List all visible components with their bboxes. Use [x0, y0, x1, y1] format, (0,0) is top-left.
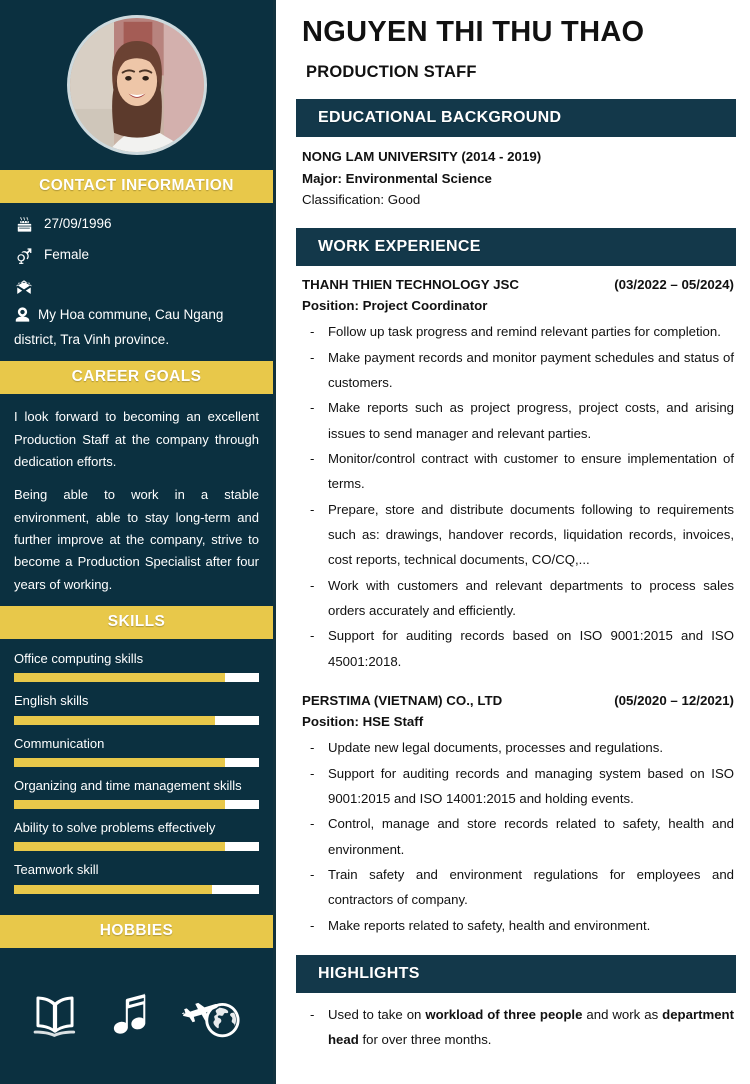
job-bullet-list [306, 319, 734, 674]
job-dates: (05/2020 – 12/2021) [614, 692, 734, 708]
bullet-item: - Monitor/control contract with customer to ensure implementation of terms. [306, 446, 734, 497]
job-company: PERSTIMA (VIETNAM) CO., LTD [302, 692, 503, 708]
job-entry [302, 275, 734, 674]
photo-container [0, 0, 273, 170]
skill-progress-fill [14, 758, 225, 767]
job-header [302, 691, 734, 712]
job-position: Position: HSE Staff [302, 713, 424, 729]
main-content [276, 0, 750, 1084]
skill-progress-fill [14, 673, 225, 682]
skill-label: Organizing and time management skills [14, 777, 242, 793]
career-goal-paragraph: I look forward to becoming an excellent Production Staff at the company through dedication efforts. [14, 409, 259, 469]
skill-progress-bar [14, 885, 259, 894]
career-goals-section-title: CAREER GOALS [0, 361, 273, 394]
job-header [302, 275, 734, 296]
skill-progress-bar [14, 842, 259, 851]
skill-progress-fill [14, 842, 225, 851]
bullet-item: - Update new legal documents, processes and regulations. [306, 735, 734, 760]
skills-section-title: SKILLS [0, 606, 273, 639]
birthday-cake-icon [14, 215, 34, 233]
education-school: NONG LAM UNIVERSITY (2014 - 2019) [302, 149, 542, 165]
airplane-globe-icon [182, 991, 244, 1039]
bullet-item: - Make reports such as project progress, project costs, and arising issues to send manager and relevant parties. [306, 395, 734, 446]
skill-label: English skills [14, 693, 89, 709]
education-classification: Classification: Good [302, 192, 421, 208]
sidebar [0, 0, 276, 1084]
music-note-icon [110, 992, 152, 1038]
skill-item [14, 862, 259, 893]
skills-section [0, 639, 273, 915]
work-experience-section [296, 266, 736, 938]
hobbies-section [0, 948, 273, 1084]
work-experience-section-title: WORK EXPERIENCE [296, 228, 736, 266]
career-goal-paragraph: Being able to work in a stable environment, able to stay long-term and further improve at the company, strive to become a Production Specialist after four years of working. [14, 487, 259, 592]
highlights-section [296, 993, 736, 1053]
highlights-bullet-list [306, 1002, 734, 1053]
envelope-icon [14, 277, 34, 296]
avatar [67, 15, 207, 155]
skill-progress-fill [14, 885, 212, 894]
contact-section [0, 203, 273, 361]
job-company: THANH THIEN TECHNOLOGY JSC [302, 276, 519, 292]
contact-section-title: CONTACT INFORMATION [0, 170, 273, 203]
bullet-item: - Prepare, store and distribute documents following to requirements such as: drawings, handover records, liquidation records, invoices, cost reports, technical documents, CO/CQ,... [306, 497, 734, 573]
contact-value-birthday: 27/09/1996 [44, 216, 112, 231]
career-goals-section [0, 394, 273, 606]
bullet-text: for over three months. [358, 1032, 492, 1048]
bullet-text: Used to take on [328, 1006, 426, 1022]
contact-value-gender: Female [44, 247, 90, 263]
job-bullet-list [306, 735, 734, 938]
skill-progress-fill [14, 716, 215, 725]
skill-label: Office computing skills [14, 651, 144, 667]
skill-item [14, 651, 259, 682]
skill-progress-bar [14, 800, 259, 809]
skill-label: Teamwork skill [14, 862, 99, 878]
job-spacer [302, 674, 734, 691]
job-entry [302, 691, 734, 938]
skill-progress-bar [14, 673, 259, 682]
bullet-item: - Support for auditing records and managing system based on ISO 9001:2015 and ISO 14001:2015 and holding events. [306, 761, 734, 812]
bullet-item: - Make reports related to safety, health and environment. [306, 913, 734, 938]
job-dates: (03/2022 – 05/2024) [614, 276, 734, 292]
contact-value-address: My Hoa commune, Cau Ngang district, Tra Vinh province. [14, 307, 224, 348]
education-section-title: EDUCATIONAL BACKGROUND [296, 99, 736, 137]
skill-progress-fill [14, 800, 225, 809]
bullet-item: - Work with customers and relevant departments to process sales orders accurately and efficiently. [306, 573, 734, 624]
skill-label: Communication [14, 735, 105, 751]
bullet-item [306, 1002, 734, 1053]
bullet-item: - Train safety and environment regulations for employees and contractors of company. [306, 862, 734, 913]
job-title: PRODUCTION STAFF [306, 63, 477, 82]
skill-progress-bar [14, 758, 259, 767]
skill-label: Ability to solve problems effectively [14, 820, 216, 836]
job-position: Position: Project Coordinator [302, 297, 488, 313]
contact-item-birthday [14, 215, 259, 233]
skill-item [14, 778, 259, 809]
bullet-text: and work as [582, 1006, 663, 1022]
bullet-item: - Support for auditing records based on ISO 9001:2015 and ISO 45001:2018. [306, 623, 734, 674]
open-book-icon [29, 993, 81, 1037]
bullet-item: - Make payment records and monitor payment schedules and status of customers. [306, 345, 734, 396]
education-section [296, 137, 736, 211]
education-major: Major: Environmental Science [302, 170, 492, 186]
hobbies-section-title: HOBBIES [0, 915, 273, 948]
highlights-section-title: HIGHLIGHTS [296, 955, 736, 993]
skill-item [14, 736, 259, 767]
bullet-item: - Follow up task progress and remind relevant parties for completion. [306, 319, 734, 344]
contact-item-address [14, 305, 259, 351]
gender-icon [14, 246, 34, 264]
contact-item-email [14, 277, 259, 296]
contact-item-gender [14, 246, 259, 264]
bullet-item: - Control, manage and store records related to safety, health and environment. [306, 811, 734, 862]
page-title: NGUYEN THI THU THAO [302, 16, 645, 48]
location-pin-icon [14, 306, 31, 330]
bullet-emphasis: department head [328, 1006, 734, 1048]
skill-item [14, 820, 259, 851]
bullet-emphasis: workload of three people [425, 1006, 583, 1022]
skill-progress-bar [14, 716, 259, 725]
skill-item [14, 693, 259, 724]
